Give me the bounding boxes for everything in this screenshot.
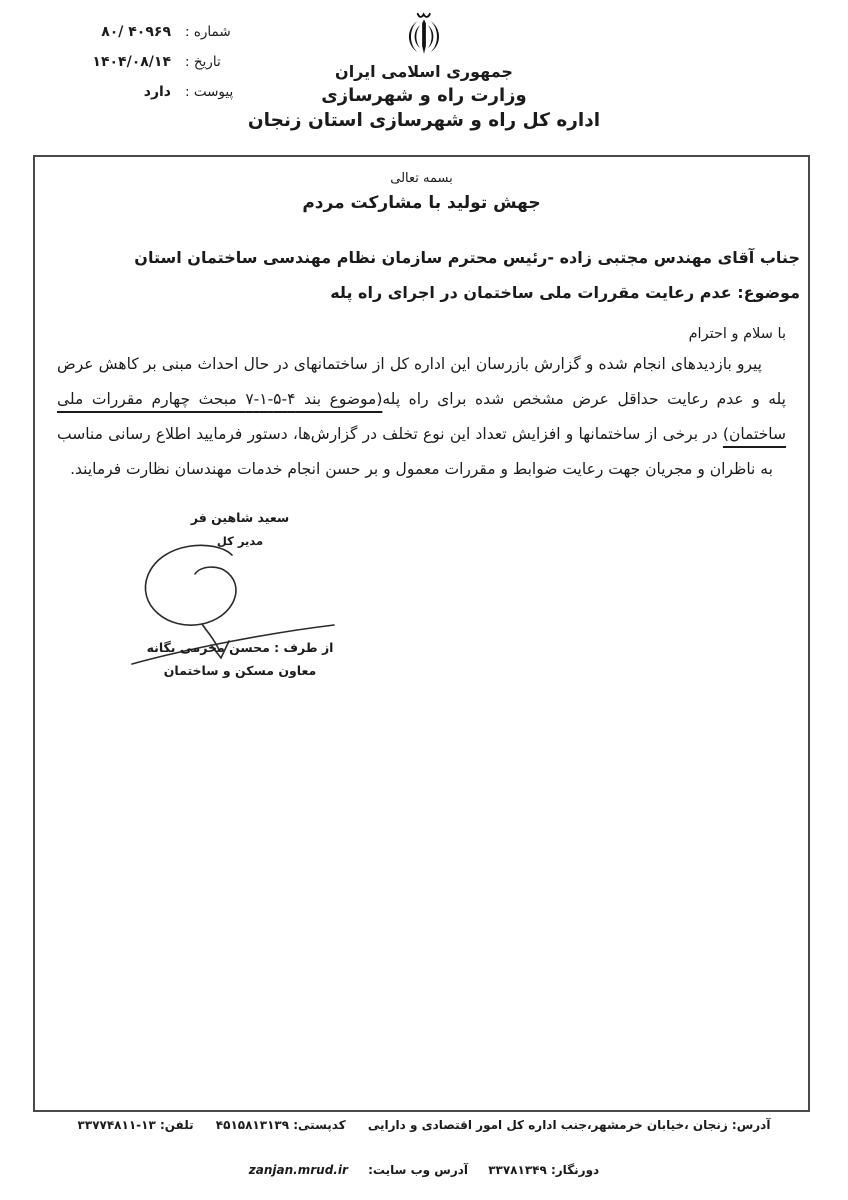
letter-attachment-label: پیوست :: [185, 84, 234, 100]
year-slogan: جهش تولید با مشارکت مردم: [302, 193, 541, 213]
signature-block: [120, 509, 360, 680]
letter-date-value: ۱۴۰۴/۰۸/۱۴: [92, 54, 171, 70]
signer-title: مدیر کل: [216, 534, 264, 548]
subject-line: موضوع: عدم رعایت مقررات ملی ساختمان در اجرای راه پله: [330, 283, 800, 302]
letter-number-value: ۸۰/ ۴۰۹۶۹: [101, 24, 171, 40]
footer-postal-code: کدپستی: ۴۵۱۵۸۱۳۱۳۹: [215, 1118, 346, 1132]
letter-attachment-value: دارد: [143, 84, 171, 100]
footer-address: آدرس: زنجان ،خیابان خرمشهر،جنب اداره کل امور اقتصادی و دارایی: [367, 1118, 771, 1132]
besmeleh-line: بسمه تعالی: [390, 171, 453, 186]
footer-address-line: [0, 1118, 848, 1132]
letter-date-label: تاریخ :: [185, 54, 221, 70]
on-behalf-line: از طرف : محسن محرمی یگانه: [146, 640, 334, 655]
footer-contact-line: [0, 1163, 848, 1177]
footer-website-label: آدرس وب سایت:: [368, 1163, 469, 1177]
letter-number-label: شماره :: [185, 24, 231, 40]
letterhead-country: جمهوری اسلامی ایران: [335, 62, 513, 81]
signer-name: سعید شاهین فر: [190, 510, 290, 525]
body-text-underlined: (موضوع بند ۴-۵-۱-۷ مبحث چهارم مقررات ملی ساختمان): [57, 390, 786, 443]
letter-body-paragraph: [35, 347, 808, 487]
behalf-title-line: معاون مسکن و ساختمان: [163, 663, 317, 678]
footer-website-url[interactable]: zanjan.mrud.ir: [248, 1163, 348, 1177]
salutation-line: با سلام و احترام: [688, 326, 786, 342]
body-text-before: پیرو بازدیدهای انجام شده و گزارش بازرسان این اداره کل از ساختمانهای در حال احداث مبنی بر کاهش عرض پله و عدم رعایت حداقل عرض مشخص شده برای راه پله: [57, 355, 786, 408]
letter-body-frame: [33, 155, 810, 1112]
letterhead-department: اداره کل راه و شهرسازی استان زنجان: [247, 110, 601, 131]
body-text-after: در برخی از ساختمانها و افزایش تعداد این نوع تخلف در گزارش‌ها، دستور فرمایید اطلاع رسانی مناسب به ناظران و مجریان جهت رعایت ضوابط و مقررات معمول و بر حسن انجام خدمات مهندسان نظارت فرمایند.: [57, 425, 773, 478]
iran-national-emblem-icon: [0, 10, 848, 64]
letterhead-ministry: وزارت راه و شهرسازی: [321, 85, 527, 106]
recipient-line: جناب آقای مهندس مجتبی زاده -رئیس محترم سازمان نظام مهندسی ساختمان استان: [134, 248, 800, 267]
footer-fax: دورنگار: ۳۳۷۸۱۳۴۹: [488, 1163, 600, 1177]
footer-phone: تلفن: ۱۳-۳۳۷۷۴۸۱۱: [77, 1118, 194, 1132]
